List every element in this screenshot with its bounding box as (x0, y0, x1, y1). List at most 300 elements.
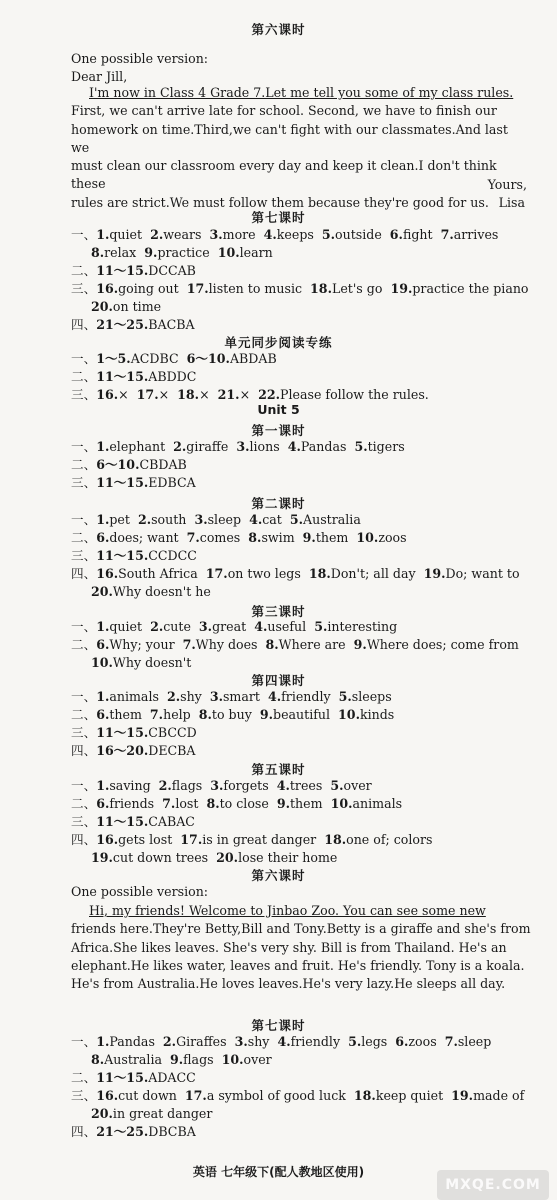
section-marker: 二、 (71, 796, 97, 811)
answer-text: friendly (290, 1034, 349, 1049)
section-marker: 二、 (71, 707, 97, 722)
answer-line (71, 456, 557, 474)
question-number: 9. (353, 637, 367, 652)
answer-text: keeps (276, 227, 322, 242)
question-number: 7. (182, 637, 196, 652)
answer-text: does; want (109, 530, 187, 545)
question-number: 16. (96, 1088, 119, 1103)
heading-lesson6-unit4: 第六课时 (251, 22, 306, 37)
answer-text: more (222, 227, 264, 242)
answer-text: cut down trees (112, 850, 217, 865)
essay-signature: Lisa (498, 195, 525, 210)
answer-text: Australia (104, 1052, 170, 1067)
question-number: 4. (254, 619, 268, 634)
answer-text: ACDBC (130, 351, 187, 366)
answer-line (71, 742, 557, 760)
answer-text: flags (171, 778, 211, 793)
answer-line (71, 316, 557, 334)
question-number: 6. (389, 227, 403, 242)
section-marker: 三、 (71, 1088, 97, 1103)
question-number: 3. (210, 778, 224, 793)
answer-text: CBCCD (148, 725, 197, 740)
answer-text: keep quiet (375, 1088, 452, 1103)
answer-text: elephant (109, 439, 174, 454)
answer-text: is in great danger (202, 832, 325, 847)
question-number: 2. (150, 227, 164, 242)
answer-line (71, 298, 557, 316)
question-number: 18. (324, 832, 347, 847)
question-number: 16. (96, 281, 119, 296)
answer-text: friendly (281, 689, 339, 704)
section-marker: 一、 (71, 1034, 97, 1049)
answer-line (71, 795, 557, 813)
heading-u5-lesson7: 第七课时 (251, 1018, 306, 1033)
answer-line (71, 583, 557, 601)
page-footer: 英语 七年级下(配人教地区使用) (192, 1165, 365, 1179)
question-number: 19. (423, 566, 446, 581)
answer-text: wears (163, 227, 210, 242)
question-number: 6. (395, 1034, 409, 1049)
answer-text: in great danger (112, 1106, 213, 1121)
answer-text: listen to music (208, 281, 311, 296)
question-number: 6. (96, 796, 110, 811)
question-number: 11～15. (96, 1070, 149, 1085)
question-number: 17. (205, 566, 228, 581)
essay-line: elephant.He likes water, leaves and fruit. He's friendly. Tony is a koala. (71, 957, 525, 973)
answer-text: learn (239, 245, 273, 260)
answer-text: Giraffes (176, 1034, 235, 1049)
question-number: 3. (194, 512, 208, 527)
answer-text: quiet (109, 227, 151, 242)
question-number: 17. (186, 281, 209, 296)
question-number: 4. (276, 778, 290, 793)
answer-line (71, 849, 557, 867)
answer-text: Where are (278, 637, 354, 652)
question-number: 1～5. (96, 351, 131, 366)
answer-text: south (151, 512, 195, 527)
answer-text: shy (180, 689, 210, 704)
answer-text: interesting (327, 619, 398, 634)
question-number: 10. (91, 655, 113, 670)
essay-line: He's from Australia.He loves leaves.He's very lazy.He sleeps all day. (71, 976, 506, 992)
u5-lesson2-answers (71, 511, 557, 601)
question-number: 11～15. (96, 725, 149, 740)
section-marker: 二、 (71, 369, 97, 384)
answer-text: DECBA (148, 743, 196, 758)
question-number: 2. (158, 778, 172, 793)
answer-text: on two legs (227, 566, 309, 581)
section-marker: 二、 (71, 457, 97, 472)
answer-text: help (163, 707, 199, 722)
answer-text: practice (157, 245, 218, 260)
lesson7-unit4-answers (71, 226, 557, 334)
answer-text: ABDDC (148, 369, 197, 384)
question-number: 8. (206, 796, 220, 811)
answer-text: sleeps (351, 689, 392, 704)
answer-text: Why does (195, 637, 266, 652)
question-number: 4. (249, 512, 263, 527)
question-number: 10. (356, 530, 379, 545)
answer-text: outside (335, 227, 390, 242)
question-number: 6～10. (96, 457, 140, 472)
question-number: 1. (96, 512, 110, 527)
answer-text: × (239, 387, 259, 402)
answer-line (71, 831, 557, 849)
question-number: 7. (186, 530, 200, 545)
answer-text: cut down (118, 1088, 185, 1103)
answer-text: to buy (211, 707, 260, 722)
essay-greeting: Dear Jill, (71, 69, 128, 84)
question-number: 16. (96, 387, 119, 402)
heading-u5-lesson5: 第五课时 (251, 762, 306, 777)
question-number: 8. (265, 637, 279, 652)
question-number: 7. (149, 707, 164, 722)
answer-line (71, 280, 557, 298)
answer-line (71, 350, 557, 368)
answer-text: Let's go (331, 281, 391, 296)
question-number: 5. (330, 778, 344, 793)
answer-text: ADACC (148, 1070, 196, 1085)
question-number: 21. (217, 387, 240, 402)
question-number: 9. (276, 796, 290, 811)
question-number: 10. (221, 1052, 244, 1067)
section-marker: 三、 (71, 814, 97, 829)
question-number: 2. (137, 512, 152, 527)
answer-text: beautiful (273, 707, 339, 722)
answer-text: × (199, 387, 218, 402)
answer-line (71, 1069, 557, 1087)
answer-text: legs (361, 1034, 396, 1049)
section-marker: 四、 (71, 1124, 97, 1139)
question-number: 16. (96, 566, 119, 581)
question-number: 11～15. (96, 548, 149, 563)
answer-text: cute (163, 619, 199, 634)
answer-text: arrives (453, 227, 499, 242)
answer-text: trees (289, 778, 331, 793)
section-marker: 二、 (71, 263, 97, 278)
section-marker: 一、 (71, 351, 97, 366)
answer-text: × (118, 387, 137, 402)
answer-text: comes (199, 530, 249, 545)
question-number: 10. (338, 707, 360, 722)
question-number: 1. (96, 689, 110, 704)
question-number: 17. (136, 387, 159, 402)
section-marker: 四、 (71, 743, 97, 758)
answer-text: them (109, 707, 150, 722)
question-number: 9. (144, 245, 158, 260)
question-number: 18. (177, 387, 200, 402)
answer-text: Do; want to (445, 566, 520, 581)
answer-line (71, 474, 557, 492)
question-number: 5. (338, 689, 352, 704)
answer-text: forgets (223, 778, 277, 793)
answer-text: CCDCC (148, 548, 197, 563)
essay-line: Hi, my friends! Welcome to Jinbao Zoo. You can see some new (89, 903, 486, 918)
answer-line (71, 777, 557, 795)
answer-text: them (290, 796, 331, 811)
question-number: 18. (308, 566, 331, 581)
answer-text: lose their home (238, 850, 338, 865)
answer-text: EDBCA (148, 475, 196, 490)
question-number: 11～15. (96, 475, 149, 490)
answer-line (71, 1033, 557, 1051)
question-number: 11～15. (96, 814, 149, 829)
section-marker: 三、 (71, 387, 97, 402)
u5-essay-intro: One possible version: (71, 884, 209, 899)
essay-line: rules are strict.We must follow them because they're good for us. (71, 194, 489, 210)
answer-text: going out (118, 281, 187, 296)
answer-text: gets lost (118, 832, 181, 847)
answer-text: a symbol of good luck (206, 1088, 354, 1103)
answer-text: Pandas (109, 1034, 163, 1049)
essay-intro: One possible version: (71, 51, 209, 66)
question-number: 22. (258, 387, 281, 402)
unit5-title: Unit 5 (257, 402, 300, 417)
answer-line (71, 688, 557, 706)
question-number: 20. (216, 850, 239, 865)
answer-text: tigers (367, 439, 405, 454)
section-marker: 一、 (71, 619, 97, 634)
question-number: 10. (217, 245, 240, 260)
answer-text: saving (109, 778, 159, 793)
question-number: 10. (330, 796, 353, 811)
question-number: 7. (162, 796, 176, 811)
question-number: 11～15. (96, 263, 149, 278)
answer-text: relax (104, 245, 145, 260)
essay-line: must clean our classroom every day and keep it clean.I don't think these (71, 158, 497, 192)
question-number: 17. (184, 1088, 207, 1103)
question-number: 5. (354, 439, 368, 454)
answer-text: zoos (378, 530, 407, 545)
answer-text: Australia (303, 512, 361, 527)
heading-u5-lesson4: 第四课时 (251, 673, 306, 688)
section-marker: 一、 (71, 778, 97, 793)
answer-text: them (315, 530, 357, 545)
question-number: 3. (236, 439, 250, 454)
essay-line: homework on time.Third,we can't fight with our classmates.And last we (71, 121, 508, 155)
question-number: 5. (321, 227, 336, 242)
answer-line (71, 724, 557, 742)
question-number: 16～20. (96, 743, 149, 758)
question-number: 1. (96, 1034, 110, 1049)
section-marker: 四、 (71, 566, 97, 581)
watermark-logo: MXQE.COM (437, 1170, 549, 1200)
question-number: 20. (91, 584, 113, 599)
question-number: 20. (91, 1106, 113, 1121)
answer-text: kinds (359, 707, 395, 722)
answer-text: on time (112, 299, 162, 314)
answer-text: South Africa (118, 566, 206, 581)
essay-line: Africa.She likes leaves. She's very shy. Bill is from Thailand. He's an (71, 939, 507, 955)
answer-text: ABDAB (229, 351, 277, 366)
answer-text: Pandas (300, 439, 355, 454)
answer-text: sleep (457, 1034, 492, 1049)
answer-text: Why; your (109, 637, 183, 652)
question-number: 4. (277, 1034, 291, 1049)
answer-text: DBCBA (148, 1124, 196, 1139)
answer-text: animals (352, 796, 403, 811)
answer-text: made of (473, 1088, 525, 1103)
question-number: 2. (173, 439, 187, 454)
answer-text: over (343, 778, 372, 793)
answer-line (71, 226, 557, 244)
answer-line (71, 262, 557, 280)
answer-line (71, 565, 557, 583)
heading-u5-lesson3: 第三课时 (251, 604, 306, 619)
question-number: 6～10. (186, 351, 230, 366)
question-number: 2. (150, 619, 164, 634)
question-number: 9. (170, 1052, 184, 1067)
section-marker: 二、 (71, 1070, 97, 1085)
answer-line (71, 654, 557, 672)
question-number: 21～25. (96, 1124, 149, 1139)
question-number: 5. (314, 619, 328, 634)
answer-line (71, 636, 557, 654)
section-marker: 三、 (71, 548, 97, 563)
answer-line (71, 1123, 557, 1141)
section-marker: 三、 (71, 475, 97, 490)
question-number: 19. (451, 1088, 474, 1103)
answer-text: sleep (207, 512, 250, 527)
question-number: 8. (248, 530, 262, 545)
question-number: 6. (96, 530, 110, 545)
answer-line (71, 529, 557, 547)
question-number: 8. (198, 707, 212, 722)
answer-text: friends (109, 796, 163, 811)
question-number: 18. (353, 1088, 376, 1103)
answer-text: lost (175, 796, 207, 811)
section-marker: 三、 (71, 725, 97, 740)
answer-text: to close (219, 796, 277, 811)
essay-closing: Yours, (487, 177, 527, 192)
answer-line (71, 1105, 557, 1123)
section-marker: 二、 (71, 530, 97, 545)
section-marker: 三、 (71, 281, 97, 296)
essay-line: friends here.They're Betty,Bill and Tony.Betty is a giraffe and she's from (71, 921, 531, 937)
question-number: 4. (263, 227, 277, 242)
question-number: 8. (91, 1052, 105, 1067)
answer-text: one of; colors (346, 832, 433, 847)
answer-text: CBDAB (139, 457, 187, 472)
answer-text: great (212, 619, 255, 634)
answer-text: pet (109, 512, 138, 527)
heading-u5-lesson6: 第六课时 (251, 868, 306, 883)
question-number: 18. (310, 281, 332, 296)
question-number: 1. (96, 439, 110, 454)
question-number: 20. (91, 299, 113, 314)
section-marker: 二、 (71, 637, 97, 652)
question-number: 1. (96, 227, 110, 242)
question-number: 17. (180, 832, 203, 847)
answer-text: smart (222, 689, 268, 704)
answer-text: zoos (408, 1034, 445, 1049)
question-number: 3. (209, 689, 223, 704)
question-number: 6. (96, 637, 110, 652)
section-marker: 四、 (71, 832, 97, 847)
question-number: 5. (348, 1034, 362, 1049)
question-number: 4. (267, 689, 282, 704)
answer-line (71, 511, 557, 529)
question-number: 1. (96, 778, 110, 793)
section-marker: 一、 (71, 689, 97, 704)
heading-unit-reading: 单元同步阅读专练 (224, 335, 333, 350)
answer-text: Why doesn't he (112, 584, 211, 599)
u5-essay-body (71, 902, 531, 993)
answer-line (71, 244, 557, 262)
answer-text: DCCAB (148, 263, 196, 278)
answer-text: fight (402, 227, 441, 242)
question-number: 16. (96, 832, 119, 847)
answer-line (71, 547, 557, 565)
essay-line: First, we can't arrive late for school. Second, we have to finish our (71, 103, 497, 119)
answer-text: over (243, 1052, 272, 1067)
question-number: 2. (166, 689, 181, 704)
u5-lesson4-answers (71, 688, 557, 760)
heading-lesson7-unit4: 第七课时 (251, 210, 306, 225)
question-number: 3. (234, 1034, 248, 1049)
question-number: 9. (302, 530, 316, 545)
section-marker: 四、 (71, 317, 97, 332)
answer-text: animals (109, 689, 167, 704)
section-marker: 一、 (71, 512, 97, 527)
section-marker: 一、 (71, 227, 97, 242)
u5-lesson5-answers (71, 777, 557, 867)
answer-text: lions (249, 439, 288, 454)
answer-text: shy (247, 1034, 278, 1049)
u5-lesson1-answers (71, 438, 557, 492)
question-number: 2. (162, 1034, 177, 1049)
answer-line (71, 618, 557, 636)
question-number: 4. (287, 439, 301, 454)
answer-text: quiet (109, 619, 151, 634)
answer-line (71, 706, 557, 724)
question-number: 9. (259, 707, 274, 722)
answer-line (71, 1087, 557, 1105)
answer-text: cat (262, 512, 290, 527)
question-number: 1. (96, 619, 110, 634)
heading-u5-lesson2: 第二课时 (251, 496, 306, 511)
u5-lesson7-answers (71, 1033, 557, 1141)
answer-line (71, 813, 557, 831)
answer-text: Don't; all day (330, 566, 424, 581)
answer-line (71, 1051, 557, 1069)
answer-text: Why doesn't (112, 655, 192, 670)
heading-u5-lesson1: 第一课时 (251, 423, 306, 438)
answer-line (71, 438, 557, 456)
answer-line (71, 368, 557, 386)
question-number: 6. (96, 707, 110, 722)
question-number: 19. (390, 281, 413, 296)
u5-lesson3-answers (71, 618, 557, 672)
question-number: 5. (289, 512, 304, 527)
answer-text: Where does; come from (366, 637, 519, 652)
answer-text: giraffe (186, 439, 237, 454)
answer-text: swim (261, 530, 303, 545)
question-number: 8. (91, 245, 105, 260)
essay-line: I'm now in Class 4 Grade 7.Let me tell you some of my class rules. (89, 85, 514, 100)
question-number: 7. (444, 1034, 458, 1049)
question-number: 11～15. (96, 369, 149, 384)
answer-text: × (158, 387, 178, 402)
answer-text: flags (183, 1052, 222, 1067)
answer-text: Please follow the rules. (280, 387, 429, 402)
answer-text: CABAC (148, 814, 195, 829)
essay-body (71, 84, 521, 212)
question-number: 21～25. (96, 317, 149, 332)
unit-reading-answers (71, 350, 557, 404)
question-number: 3. (209, 227, 223, 242)
question-number: 19. (91, 850, 113, 865)
